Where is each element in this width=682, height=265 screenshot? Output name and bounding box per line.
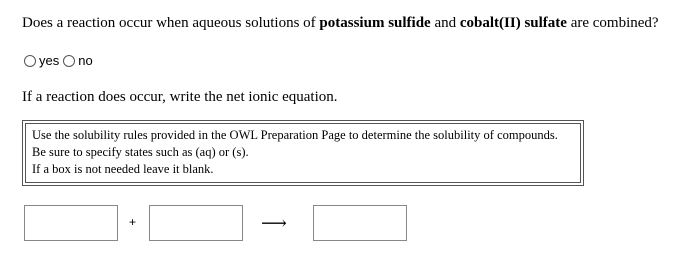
option-yes[interactable] bbox=[24, 53, 59, 68]
reactant2-input[interactable] bbox=[149, 205, 243, 241]
option-no[interactable] bbox=[63, 53, 92, 68]
product-input[interactable] bbox=[313, 205, 407, 241]
reactant1-input[interactable] bbox=[24, 205, 118, 241]
instruction-text: If a reaction does occur, write the net ionic equation. bbox=[22, 89, 338, 105]
yes-label[interactable]: yes bbox=[39, 53, 60, 68]
plus-sign: + bbox=[129, 215, 137, 229]
question-text bbox=[22, 15, 659, 32]
hint-line-2: Be sure to specify states such as (aq) or (s). bbox=[32, 145, 249, 159]
no-label[interactable]: no bbox=[78, 53, 93, 68]
hint-box-inner bbox=[25, 123, 581, 183]
reactant2-name: cobalt(II) sulfate bbox=[459, 15, 567, 31]
question-conjunction: and bbox=[430, 15, 460, 31]
reaction-arrow-icon: ⟶ bbox=[261, 213, 287, 233]
question-suffix: are combined? bbox=[566, 15, 659, 31]
no-radio[interactable] bbox=[63, 55, 75, 67]
reaction-options bbox=[24, 53, 97, 68]
yes-radio[interactable] bbox=[24, 55, 36, 67]
question-prefix: Does a reaction occur when aqueous solutions of bbox=[22, 15, 320, 31]
hint-line-1: Use the solubility rules provided in the OWL Preparation Page to determine the solubility of compounds. bbox=[32, 128, 558, 142]
reactant1-name: potassium sulfide bbox=[319, 15, 431, 31]
hint-line-3: If a box is not needed leave it blank. bbox=[32, 162, 214, 176]
hint-box bbox=[22, 120, 584, 186]
